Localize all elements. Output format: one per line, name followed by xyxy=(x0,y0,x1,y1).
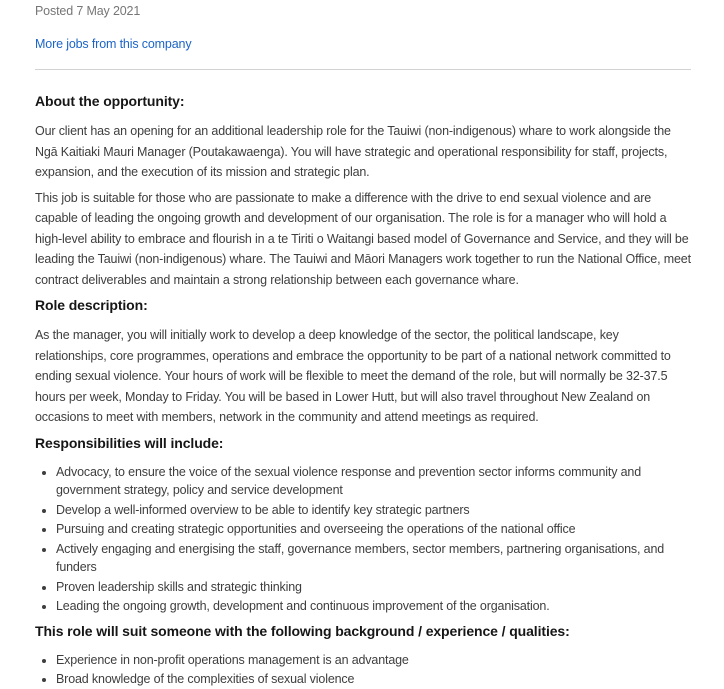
suit-qualities-list xyxy=(35,651,691,689)
list-item: • Experience in non-profit operations management is an advantage xyxy=(56,651,691,670)
list-item: • Actively engaging and energising the staff, governance members, sector members, partnering organisations, and funders xyxy=(56,540,691,577)
more-jobs-link[interactable]: More jobs from this company xyxy=(35,37,192,51)
about-opportunity-heading: About the opportunity: xyxy=(35,93,185,109)
list-item: • Proven leadership skills and strategic thinking xyxy=(56,578,691,597)
role-description-heading: Role description: xyxy=(35,297,148,313)
responsibilities-heading: Responsibilities will include: xyxy=(35,434,224,451)
list-item: • Develop a well-informed overview to be able to identify key strategic partners xyxy=(56,501,691,520)
suit-background-heading: This role will suit someone with the following background / experience / qualities: xyxy=(35,622,570,639)
about-paragraph-2: This job is suitable for those who are passionate to make a difference with the drive to end sexual violence and are capable of leading the ongoing growth and development of our organisation. The role is for a manager who will hold a high-level ability to embrace and flourish in a te Tiriti o Waitangi based model of Governance and Service, and they will be leading the Tauiwi (non-indigenous) whare. The Tauiwi and Māori Managers work together to run the National Office, meet contract deliverables and maintain a strong relationship between each governance whare. xyxy=(35,190,691,287)
responsibilities-list xyxy=(35,463,691,616)
list-item: • Broad knowledge of the complexities of sexual violence xyxy=(56,670,691,689)
section-divider xyxy=(35,69,691,70)
about-paragraph-1: Our client has an opening for an additional leadership role for the Tauiwi (non-indigenous) whare to work alongside the Ngā Kaitiaki Mauri Manager (Poutakawaenga). You will have strategic and operational responsibility for staff, projects, expansion, and the execution of its mission and strategic plan. xyxy=(35,124,671,179)
role-description-paragraph: As the manager, you will initially work to develop a deep knowledge of the sector, the political landscape, key relationships, core programmes, operations and embrace the opportunity to be part of a national network committed to ending sexual violence. Your hours of work will be flexible to meet the demand of the role, but will normally be 32-37.5 hours per week, Monday to Friday. You will be based in Lower Hutt, but will also travel throughout New Zealand on occasions to meet with members, network in the community and attend meetings as required. xyxy=(35,328,671,424)
list-item: • Pursuing and creating strategic opportunities and overseeing the operations of the national office xyxy=(56,520,691,539)
list-item: • Advocacy, to ensure the voice of the sexual violence response and prevention sector informs community and government strategy, policy and service development xyxy=(56,463,691,500)
posted-date: Posted 7 May 2021 xyxy=(35,4,141,18)
list-item: • Leading the ongoing growth, development and continuous improvement of the organisation. xyxy=(56,597,691,616)
